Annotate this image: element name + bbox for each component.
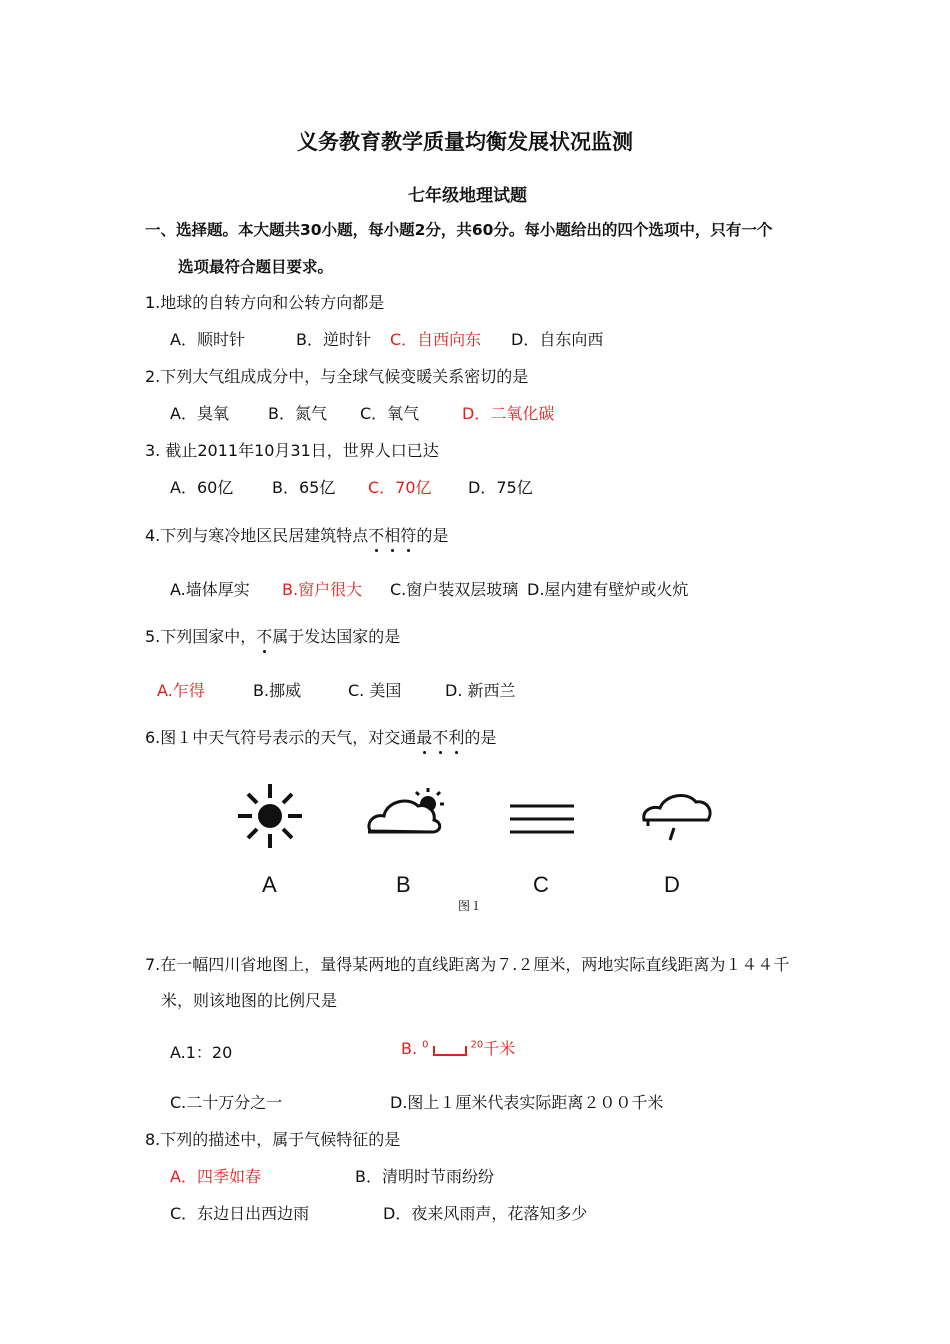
scale-start-label: 0: [422, 1039, 429, 1051]
figure-label-d: D: [664, 872, 680, 897]
q4-emphasis-char-3: 符: [400, 526, 417, 545]
q7-option-a: A.1：20: [170, 1043, 233, 1062]
q6-emphasis-char-2: 不: [432, 728, 449, 747]
q8-option-a-answer: A．四季如春: [170, 1167, 261, 1186]
q4-stem-prefix: 4.下列与寒冷地区民居建筑特点: [145, 526, 369, 545]
q8-option-b: B．清明时节雨纷纷: [355, 1167, 494, 1186]
q4-option-d: D.屋内建有壁炉或火炕: [527, 580, 689, 599]
q7-option-c: C.二十万分之一: [170, 1093, 283, 1112]
q5-emphasis-char: 不: [256, 627, 273, 646]
question-3-stem: 3. 截止2011年10月31日，世界人口已达: [145, 441, 439, 460]
page-subtitle: 七年级地理试题: [408, 186, 527, 206]
q4-emphasis-char-2: 相: [384, 526, 401, 545]
q3-option-a: A．60亿: [170, 478, 234, 497]
q5-stem-suffix: 属于发达国家的是: [272, 627, 401, 646]
q3-option-c-answer: C．70亿: [368, 478, 432, 497]
q6-stem-suffix: 的是: [464, 728, 497, 747]
question-6-stem: [145, 725, 496, 748]
q6-stem-prefix: 6.图１中天气符号表示的天气，对交通: [145, 728, 417, 747]
sun-icon: [238, 784, 302, 848]
section-instructions-line2: 选项最符合题目要求。: [178, 258, 334, 276]
q7-option-b-label: B.: [401, 1039, 418, 1058]
partly-cloudy-icon: [368, 788, 444, 832]
q1-option-c-answer: C．自西向东: [390, 330, 482, 349]
section-instructions-line1: 一、选择题。本大题共30小题，每小题2分，共60分。每小题给出的四个选项中，只有一个: [145, 221, 773, 239]
question-8-stem: 8.下列的描述中，属于气候特征的是: [145, 1130, 401, 1149]
q8-option-d: D．夜来风雨声，花落知多少: [383, 1204, 588, 1223]
question-7-stem-line1: 7.在一幅四川省地图上，量得某两地的直线距离为７.２厘米，两地实际直线距离为１４４千: [145, 955, 790, 974]
q5-option-c: C. 美国: [348, 681, 402, 700]
question-5-stem: [145, 624, 400, 647]
q2-option-a: A．臭氧: [170, 404, 229, 423]
scale-bar-icon: [433, 1046, 467, 1056]
question-4-stem: [145, 523, 448, 546]
scale-unit: 千米: [483, 1039, 516, 1058]
q6-emphasis-char-3: 利: [448, 728, 465, 747]
q1-option-b: B．逆时针: [296, 330, 371, 349]
q1-option-a: A．顺时针: [170, 330, 245, 349]
q6-emphasis-char-1: 最: [416, 728, 433, 747]
figure-label-b: B: [396, 872, 411, 897]
q4-option-c: C.窗户装双层玻璃: [390, 580, 519, 599]
q4-option-a: A.墙体厚实: [170, 580, 250, 599]
q2-option-b: B．氮气: [268, 404, 327, 423]
q5-option-d: D. 新西兰: [445, 681, 516, 700]
q8-option-c: C．东边日出西边雨: [170, 1204, 310, 1223]
q4-emphasis-char-1: 不: [368, 526, 385, 545]
q1-option-d: D．自东向西: [511, 330, 604, 349]
q3-option-d: D．75亿: [468, 478, 533, 497]
weather-symbols-figure: [232, 778, 722, 858]
question-1-stem: 1.地球的自转方向和公转方向都是: [145, 293, 385, 312]
fog-icon: [510, 806, 574, 832]
q7-option-d: D.图上１厘米代表实际距离２００千米: [390, 1093, 664, 1112]
question-7-stem-line2: 米，则该地图的比例尺是: [161, 991, 338, 1010]
rain-cloud-icon: [644, 795, 710, 840]
q3-option-b: B．65亿: [272, 478, 336, 497]
q4-stem-suffix: 的是: [416, 526, 449, 545]
scale-end-label: 20: [470, 1039, 484, 1051]
q5-stem-prefix: 5.下列国家中，: [145, 627, 257, 646]
question-2-stem: 2.下列大气组成成分中，与全球气候变暖关系密切的是: [145, 367, 529, 386]
figure-label-c: C: [533, 872, 549, 897]
q5-option-b: B.挪威: [253, 681, 302, 700]
q2-option-c: C．氧气: [360, 404, 420, 423]
q7-option-b-answer: [401, 1036, 515, 1059]
q2-option-d-answer: D．二氧化碳: [462, 404, 555, 423]
q5-option-a-answer: A.乍得: [157, 681, 205, 700]
page-title: 义务教育教学质量均衡发展状况监测: [297, 130, 633, 154]
figure-label-a: A: [262, 872, 277, 897]
q4-option-b-answer: B.窗户很大: [282, 580, 363, 599]
figure-caption: 图１: [458, 899, 483, 913]
